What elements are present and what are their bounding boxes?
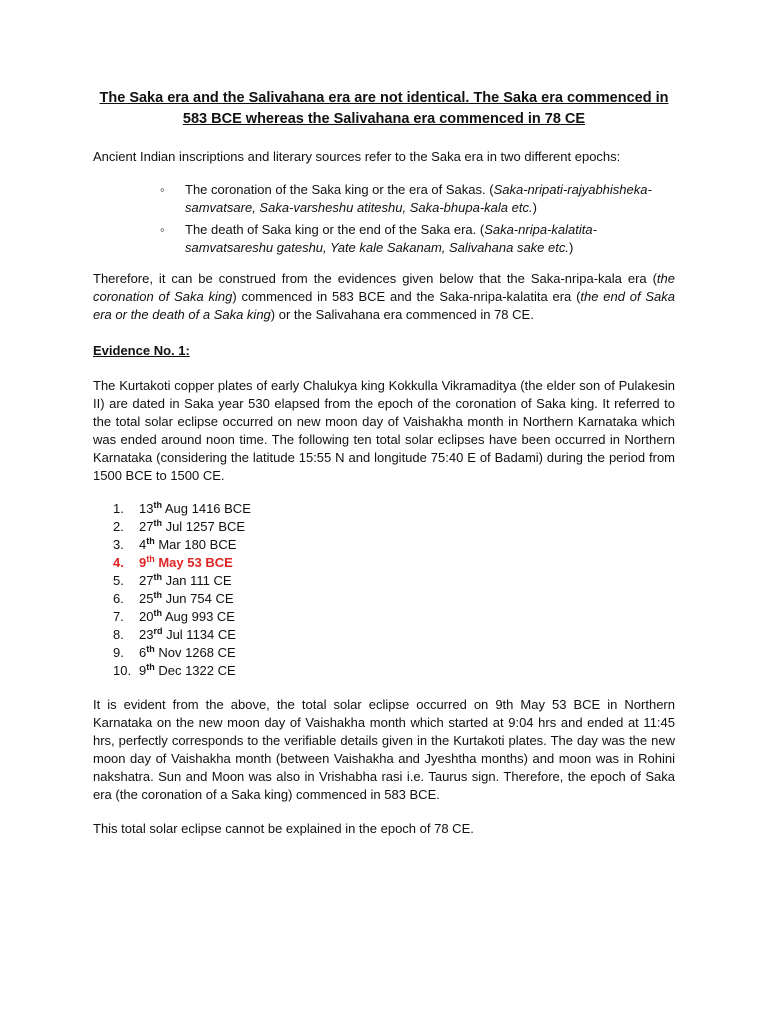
eclipse-item: 8. 23rd Jul 1134 CE [113,626,236,642]
bullet-item: ◦ The coronation of the Saka king or the era of Sakas. (Saka-nripati-rajyabhisheka-samvatsare, Saka-varsheshu atiteshu, Saka-bhupa-kala etc.) [160,182,652,215]
epoch-bullet-list [160,181,670,261]
eclipse-item: 1. 13th Aug 1416 BCE [113,500,251,516]
bullet-marker: ◦ [160,222,165,237]
evidence-heading: Evidence No. 1: [93,343,190,358]
eclipse-list [113,500,251,680]
eclipse-item: 10. 9th Dec 1322 CE [113,662,236,678]
eclipse-item: 6. 25th Jun 754 CE [113,590,234,606]
evidence-paragraph: The Kurtakoti copper plates of early Chalukya king Kokkulla Vikramaditya (the elder son of Pulakesin II) are dated in Saka year 530 elapsed from the epoch of the coronation of Saka king. It referred to the total solar eclipse occurred on new moon day of Vaishakha month in Northern Karnataka which was ended around noon time. The following ten total solar eclipses have been occurred in Northern Karnataka (considering the latitude 15:55 N and longitude 75:40 E of Badami) during the period from 1500 BCE to 1500 CE. [93,378,675,483]
eclipse-item: 7. 20th Aug 993 CE [113,608,235,624]
bullet-marker: ◦ [160,182,165,197]
conclusion-paragraph: It is evident from the above, the total solar eclipse occurred on 9th May 53 BCE in Northern Karnataka on the new moon day of Vaishakha month which started at 9:04 hrs and ended at 11:45 hrs, perfectly corresponds to the verifiable details given in the Kurtakoti plates. The day was the new moon day of Vaishakha month (between Vaishakha and Jyeshtha months) and moon was in Rohini nakshatra. Sun and Moon was also in Vrishabha rasi i.e. Taurus sign. Therefore, the epoch of Saka era (the coronation of a Saka king) commenced in 583 BCE. [93,697,675,802]
bullet-italic: Saka-nripati-rajyabhisheka-samvatsare, Saka-varsheshu atiteshu, Saka-bhupa-kala etc. [185,182,652,215]
intro-paragraph: Ancient Indian inscriptions and literary sources refer to the Saka era in two different epochs: [93,149,621,164]
eclipse-item: 9. 6th Nov 1268 CE [113,644,236,660]
therefore-paragraph: Therefore, it can be construed from the evidences given below that the Saka-nripa-kala era (the coronation of Saka king) commenced in 583 BCE and the Saka-nripa-kalatita era (the end of Saka era or the death of a Saka king) or the Salivahana era commenced in 78 CE. [93,271,675,322]
eclipse-item: 5. 27th Jan 111 CE [113,572,232,588]
page-title: The Saka era and the Salivahana era are not identical. The Saka era commenced in 583 BCE whereas the Salivahana era commenced in 78 CE [99,90,669,127]
eclipse-item-highlighted: 4. 9th May 53 BCE [113,554,233,570]
bullet-item: ◦ The death of Saka king or the end of the Saka era. (Saka-nripa-kalatita-samvatsareshu gateshu, Yate kale Sakanam, Salivahana sake etc.) [160,222,597,255]
eclipse-item: 2. 27th Jul 1257 BCE [113,518,246,534]
eclipse-item: 3. 4th Mar 180 BCE [113,536,237,552]
bullet-italic: Saka-nripa-kalatita-samvatsareshu gateshu, Yate kale Sakanam, Salivahana sake etc. [185,222,597,255]
final-paragraph: This total solar eclipse cannot be explained in the epoch of 78 CE. [93,821,474,836]
